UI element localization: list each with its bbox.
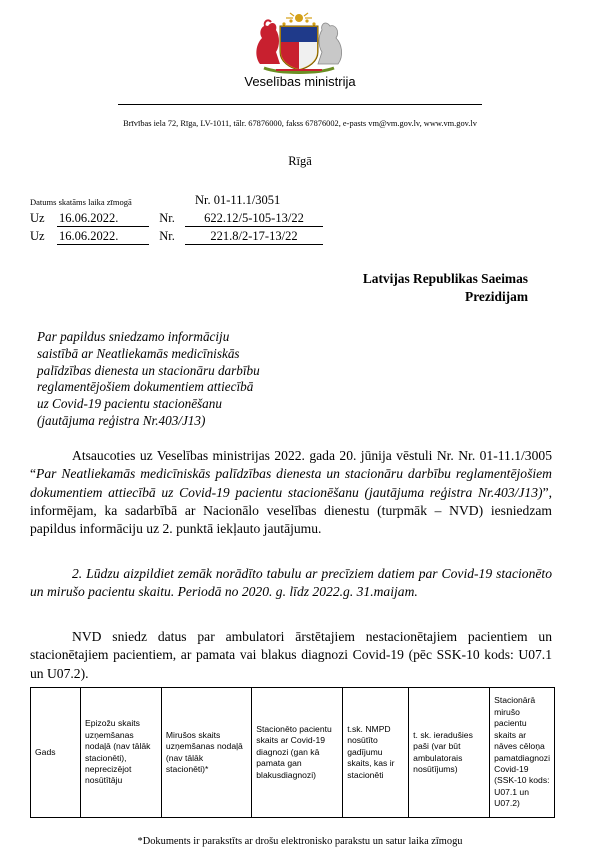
address-line: Brīvības iela 72, Rīga, LV-1011, tālr. 67876000, fakss 67876002, e-pasts vm@vm.gov.lv, www.vm.gov.lv [123,119,477,128]
p1-quoted-title: Par Neatliekamās medicīniskās palīdzības dienesta un stacionāru darbību reglamentējošiem dokumentiem attiecībā uz Covid-19 pacientu stacionēšanu (jautājuma reģistra Nr.403/J13) [30,466,552,500]
table-header-cell: t. sk. ieradušies paši (var būt ambulatorais nosūtījums) [409,688,490,818]
table-header-cell: Gads [31,688,81,818]
city-name: Rīgā [288,154,312,168]
reference-date: 16.06.2022. [57,211,149,227]
recipient-line: Latvijas Republikas Saeimas [362,271,528,286]
reference-row [30,211,323,227]
subject-line: reglamentējošiem dokumentiem attiecībā [37,379,254,395]
table-header-cell: Stacionēto pacientu skaits ar Covid-19 diagnozi (gan kā pamata gan blakusdiagnozi) [252,688,343,818]
coat-of-arms-icon [246,12,352,74]
subject-line: Par papildus sniedzamo informāciju [37,329,230,344]
header-divider [118,104,482,105]
nr-label: Nr. [159,211,175,225]
uz-label: Uz [30,229,45,243]
p1-text-end: ”, informējam, ka sadarbībā ar Nacionālo veselības dienestu (turpmāk – NVD) iesniedzam papildus informāciju uz 2. punktā iekļauto jautājumu. [30,484,552,537]
document-number: Nr. 01-11.1/3051 [195,193,281,207]
ministry-name: Veselības ministrija [244,74,356,89]
body-paragraph-2: 2. Lūdzu aizpildiet zemāk norādīto tabulu ar precīziem datiem par Covid-19 stacionēto un mirušo pacientu skaitu. Periodā no 2020. g. līdz 2022.g. 31.maijam. [30,566,552,600]
body-paragraph-3: NVD sniedz datus par ambulatori ārstētajiem nestacionētajiem pacientiem un stacionētajiem pacientiem, ar pamata vai blakus diagnozi Covid-19 (pēc SSK-10 kods: U07.1 un U07.2). [30,629,552,681]
subject-line: palīdzības dienesta un stacionāru darbību [37,362,260,378]
reference-row [30,229,323,245]
reference-date: 16.06.2022. [57,229,149,245]
table-header-cell: Epizožu skaits uzņemšanas nodaļā (nav tālāk stacionēti), neprecizējot nosūtītāju [81,688,162,818]
date-label: Datums skatāms laika zīmogā [30,197,132,207]
reference-number: 221.8/2-17-13/22 [185,229,323,245]
subject-line: (jautājuma reģistra Nr.403/J13) [37,412,206,428]
table-header-row [31,688,555,818]
reference-number: 622.12/5-105-13/22 [185,211,323,227]
table-header-cell: t.sk. NMPD nosūtīto gadījumu skaits, kas ir stacionēti [343,688,409,818]
recipient-line: Prezidijam [465,289,528,304]
nr-label: Nr. [159,229,175,243]
body-paragraph-1 [30,447,552,538]
subject-line: saistībā ar Neatliekamās medicīniskās [37,345,240,361]
recipient-block [363,270,528,306]
subject-line: uz Covid-19 pacientu stacionēšanu [37,396,222,412]
table-header-cell: Mirušos skaits uzņemšanas nodaļā (nav tālāk stacionēti)* [161,688,251,818]
uz-label: Uz [30,211,45,225]
data-table [30,687,555,818]
signature-note: *Dokuments ir parakstīts ar drošu elektronisko parakstu un satur laika zīmogu [137,836,463,847]
table-header-cell: Stacionārā mirušo pacientu skaits ar nāves cēloņa pamatdiagnozi Covid-19 (SSK-10 kods: U07.1 un U07.2) [490,688,555,818]
p1-text-start: Atsaucoties uz Veselības ministrijas 2022. gada 20. jūnija vēstuli Nr. Nr. 01-11.1/3005 “ [30,448,552,482]
subject-block [37,329,337,430]
